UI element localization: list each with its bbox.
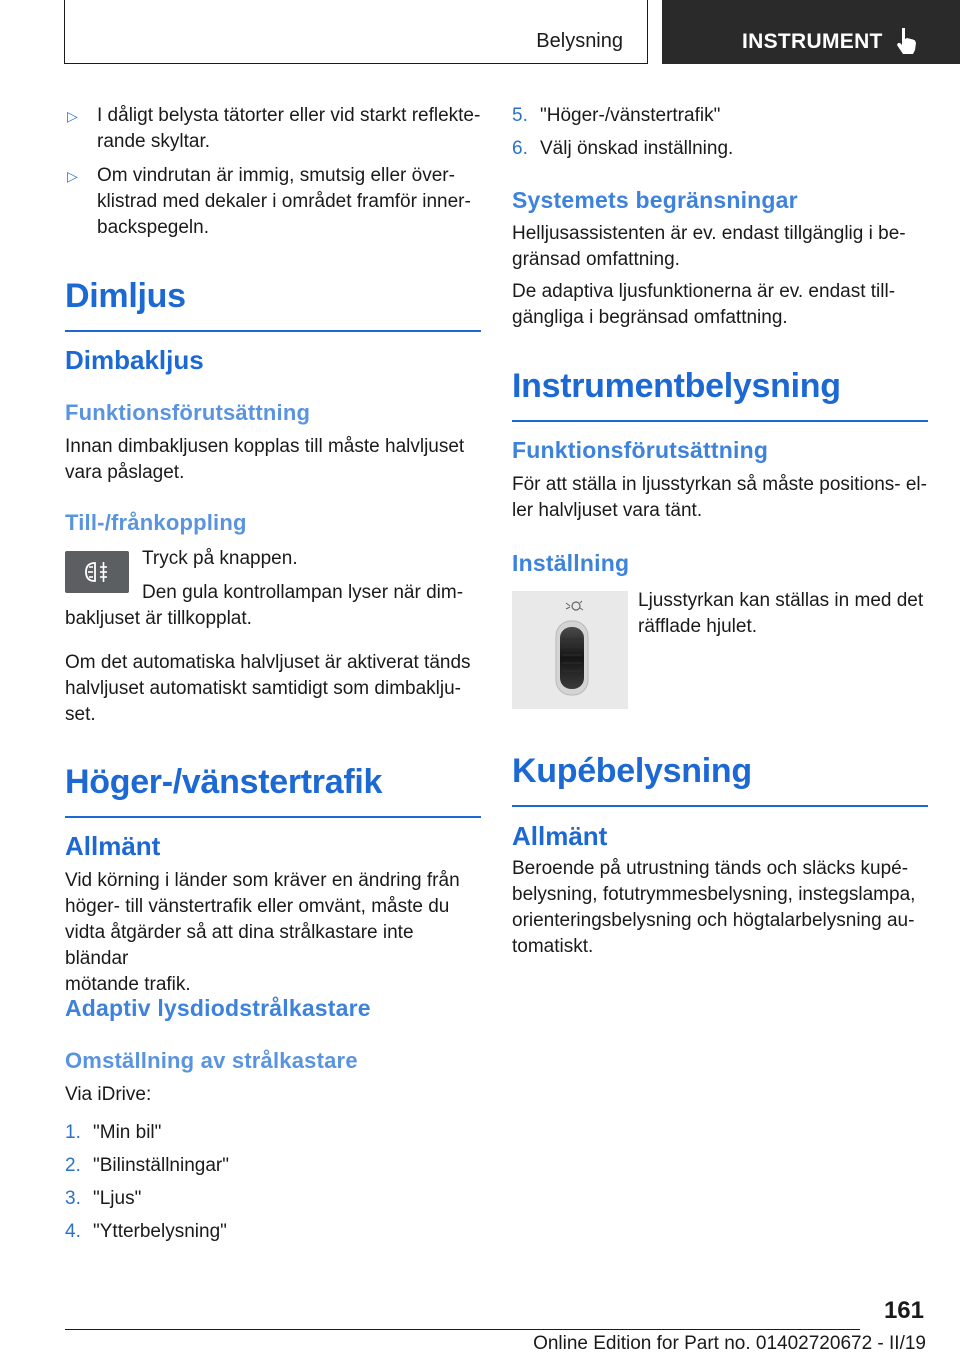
triangle-bullet-icon: ▷ bbox=[67, 108, 78, 124]
step-text: Välj önskad inställning. bbox=[540, 138, 734, 159]
installning-text: Ljusstyrkan kan ställas in med det räfflade hjulet. bbox=[638, 590, 924, 637]
step-list bbox=[512, 103, 928, 162]
funktion-title: Funktionsförutsättning bbox=[512, 437, 769, 463]
edition-text: Online Edition for Part no. 01402720672 - II/19 bbox=[533, 1333, 926, 1354]
step-text: "Min bil" bbox=[93, 1122, 162, 1143]
allmant-text: Beroende på utrustning tänds och släcks kupé- belysning, fotutrymmesbelysning, instegslampa, orienteringsbelysning och högtalarbelysning au- tomatiskt. bbox=[512, 858, 916, 957]
installning-title: Inställning bbox=[512, 550, 630, 576]
list-item bbox=[65, 1186, 481, 1212]
step-list bbox=[65, 1120, 481, 1245]
instrument-title: Instrumentbelysning bbox=[512, 367, 841, 405]
list-item bbox=[65, 1219, 481, 1245]
pointing-hand-icon bbox=[894, 26, 920, 56]
adaptiv-title: Adaptiv lysdiodstrålkastare bbox=[65, 995, 371, 1021]
funktion-text: För att ställa in ljusstyrkan så måste positions- el- ler halvljuset vara tänt. bbox=[512, 474, 927, 521]
step-number: 1. bbox=[65, 1122, 81, 1143]
dimmer-wheel-image bbox=[512, 591, 628, 709]
allmant-title: Allmänt bbox=[65, 831, 161, 861]
bullet-text: I dåligt belysta tätorter eller vid starkt reflekte- rande skyltar. bbox=[97, 105, 481, 152]
step-number: 2. bbox=[65, 1155, 81, 1176]
funktion-title: Funktionsförutsättning bbox=[65, 400, 311, 425]
instrument-heading bbox=[512, 366, 928, 422]
dimljus-title: Dimljus bbox=[65, 277, 186, 315]
chapter-label: INSTRUMENT bbox=[742, 30, 883, 53]
system-title: Systemets begränsningar bbox=[512, 187, 798, 213]
tillfran-title: Till-/frånkoppling bbox=[65, 510, 247, 535]
allmant-title: Allmänt bbox=[512, 821, 608, 851]
hoger-title: Höger-/vänstertrafik bbox=[65, 763, 383, 801]
step-text: "Höger-/vänstertrafik" bbox=[540, 105, 721, 126]
step-number: 4. bbox=[65, 1221, 81, 1242]
step-number: 6. bbox=[512, 138, 528, 159]
section-title: Belysning bbox=[536, 30, 623, 52]
heading-rule bbox=[65, 330, 481, 332]
omstallning-title: Omställning av strålkastare bbox=[65, 1048, 358, 1073]
step-number: 3. bbox=[65, 1188, 81, 1209]
triangle-bullet-icon: ▷ bbox=[67, 168, 78, 184]
funktion-text: Innan dimbakljusen kopplas till måste halvljuset vara påslaget. bbox=[65, 436, 465, 483]
list-item bbox=[512, 136, 928, 162]
dimbakljus-title: Dimbakljus bbox=[65, 345, 204, 375]
step-text: "Bilinställningar" bbox=[93, 1155, 229, 1176]
step-text: "Ytterbelysning" bbox=[93, 1221, 227, 1242]
system-text-1: Helljusassistenten är ev. endast tillgänglig i be- gränsad omfattning. bbox=[512, 223, 906, 270]
rear-fog-light-icon bbox=[65, 551, 129, 593]
tillfran-text-1: Tryck på knappen. bbox=[142, 548, 298, 569]
system-text-2: De adaptiva ljusfunktionerna är ev. endast till- gängliga i begränsad omfattning. bbox=[512, 281, 896, 328]
list-item bbox=[512, 103, 928, 129]
step-number: 5. bbox=[512, 105, 528, 126]
heading-rule bbox=[65, 816, 481, 818]
list-item bbox=[65, 103, 481, 155]
fog-light-button-image bbox=[65, 551, 129, 593]
list-item bbox=[65, 1153, 481, 1179]
allmant-text: Vid körning i länder som kräver en ändring från höger- till vänstertrafik eller omvänt, måste du vidta åtgärder så att dina strålkastare inte bländar mötande trafik. bbox=[65, 870, 460, 995]
header-section-box bbox=[64, 0, 648, 64]
chapter-tab bbox=[662, 0, 960, 64]
kupe-title: Kupébelysning bbox=[512, 752, 752, 790]
page-number: 161 bbox=[883, 1297, 924, 1324]
hoger-heading bbox=[65, 762, 481, 818]
heading-rule bbox=[512, 420, 928, 422]
bullet-text: Om vindrutan är immig, smutsig eller över- klistrad med dekaler i området framför inner- backspegeln. bbox=[97, 165, 471, 238]
bullet-list bbox=[65, 103, 481, 241]
dimmer-wheel-icon bbox=[512, 591, 628, 709]
via-idrive: Via iDrive: bbox=[65, 1084, 152, 1105]
kupe-heading bbox=[512, 751, 928, 807]
dimljus-heading bbox=[65, 276, 481, 332]
footer-rule bbox=[65, 1329, 860, 1330]
list-item bbox=[65, 163, 481, 241]
list-item bbox=[65, 1120, 481, 1146]
tillfran-text-2a: Den gula kontrollampan lyser när dim- bbox=[142, 582, 464, 603]
heading-rule bbox=[512, 805, 928, 807]
tillfran-text-2b: bakljuset är tillkopplat. bbox=[65, 608, 252, 629]
step-text: "Ljus" bbox=[93, 1188, 142, 1209]
auto-halvljus-text: Om det automatiska halvljuset är aktiverat tänds halvljuset automatiskt samtidigt som dimbaklju- set. bbox=[65, 652, 471, 725]
